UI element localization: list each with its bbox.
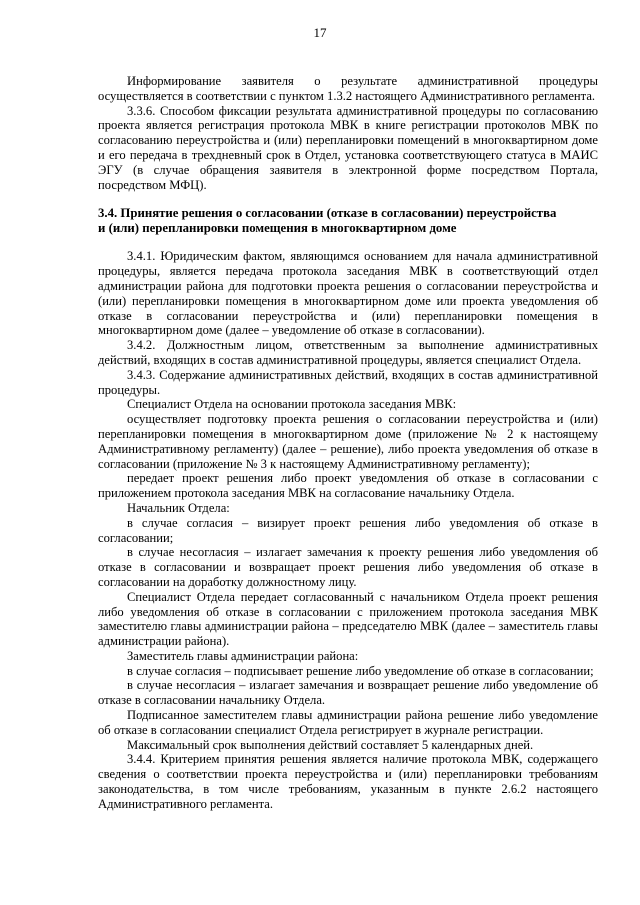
paragraph: в случае несогласия – излагает замечания к проекту решения либо уведомления об отказе в согласовании и возвращает проект решения либо уведомления об отказе в согласовании на доработку должностному лицу.	[98, 545, 598, 589]
paragraph: 3.4.3. Содержание административных действий, входящих в состав административной процедуры.	[98, 367, 598, 397]
paragraph: 3.4.4. Критерием принятия решения является наличие протокола МВК, содержащего сведения о соответствии проекта переустройства и (или) перепланировки требованиям законодательства, в том числе требованиям, указанным в пункте 2.6.2 настоящего Административного регламента.	[98, 752, 598, 811]
paragraph: Специалист Отдела передает согласованный с начальником Отдела проект решения либо уведомления об отказе в согласовании с приложением протокола заседания МВК заместителю главы администрации района – председателю МВК (далее – заместитель главы администрации района).	[98, 589, 598, 649]
paragraph: Максимальный срок выполнения действий составляет 5 календарных дней.	[127, 737, 534, 752]
page-content	[98, 74, 598, 812]
paragraph: передает проект решения либо проект уведомления об отказе в согласовании с приложением протокола заседания МВК на согласование начальнику Отдела.	[98, 471, 598, 501]
paragraph: Начальник Отдела:	[127, 500, 230, 515]
section-heading-line: и (или) перепланировки помещения в многоквартирном доме	[98, 221, 457, 236]
paragraph: в случае согласия – визирует проект решения либо уведомления об отказе в согласовании;	[98, 515, 598, 545]
paragraph: Специалист Отдела на основании протокола заседания МВК:	[127, 397, 457, 412]
paragraph: 3.4.2. Должностным лицом, ответственным за выполнение административных действий, входящих в состав административной процедуры, является специалист Отдела.	[98, 338, 598, 367]
paragraph: Информирование заявителя о результате административной процедуры осуществляется в соответствии с пунктом 1.3.2 настоящего Административного регламента.	[98, 74, 598, 103]
paragraph: осуществляет подготовку проекта решения о согласовании переустройства и (или) перепланировки помещения в многоквартирном доме (приложение № 2 к настоящему Административному регламенту) (далее – решение), либо проекта уведомления об отказе в согласовании (приложение № 3 к настоящему Административному регламенту);	[98, 412, 598, 471]
paragraph: Заместитель главы администрации района:	[127, 648, 359, 663]
paragraph: 3.4.1. Юридическим фактом, являющимся основанием для начала административной процедуры, является передача протокола заседания МВК в соответствующий отдел администрации района для подготовки проекта решения о согласовании переустройства и (или) перепланировки помещения в многоквартирном доме или проекта уведомления об отказе в согласовании переустройства и (или) перепланировки помещения в многоквартирном доме (далее – уведомление об отказе в согласовании).	[98, 249, 598, 338]
page-number: 17	[313, 25, 327, 40]
paragraph: в случае согласия – подписывает решение либо уведомление об отказе в согласовании;	[127, 663, 594, 678]
paragraph: в случае несогласия – излагает замечания и возвращает решение либо уведомление об отказе в согласовании начальнику Отдела.	[98, 678, 598, 708]
section-heading	[98, 206, 598, 236]
section-heading-line: 3.4. Принятие решения о согласовании (отказе в согласовании) переустройства	[98, 206, 557, 221]
paragraph: 3.3.6. Способом фиксации результата административной процедуры по согласованию проекта является регистрация протокола МВК в книге регистрации протоколов МВК по согласованию переустройства и (или) перепланировки помещений в многоквартирном доме и его передача в трехдневный срок в Отдел, установка соответствующего статуса в МАИС ЭГУ (в случае обращения заявителя в электронной форме посредством Портала, посредством МФЦ).	[98, 103, 598, 192]
paragraph: Подписанное заместителем главы администрации района решение либо уведомление об отказе в согласовании специалист Отдела регистрирует в журнале регистрации.	[98, 708, 598, 737]
